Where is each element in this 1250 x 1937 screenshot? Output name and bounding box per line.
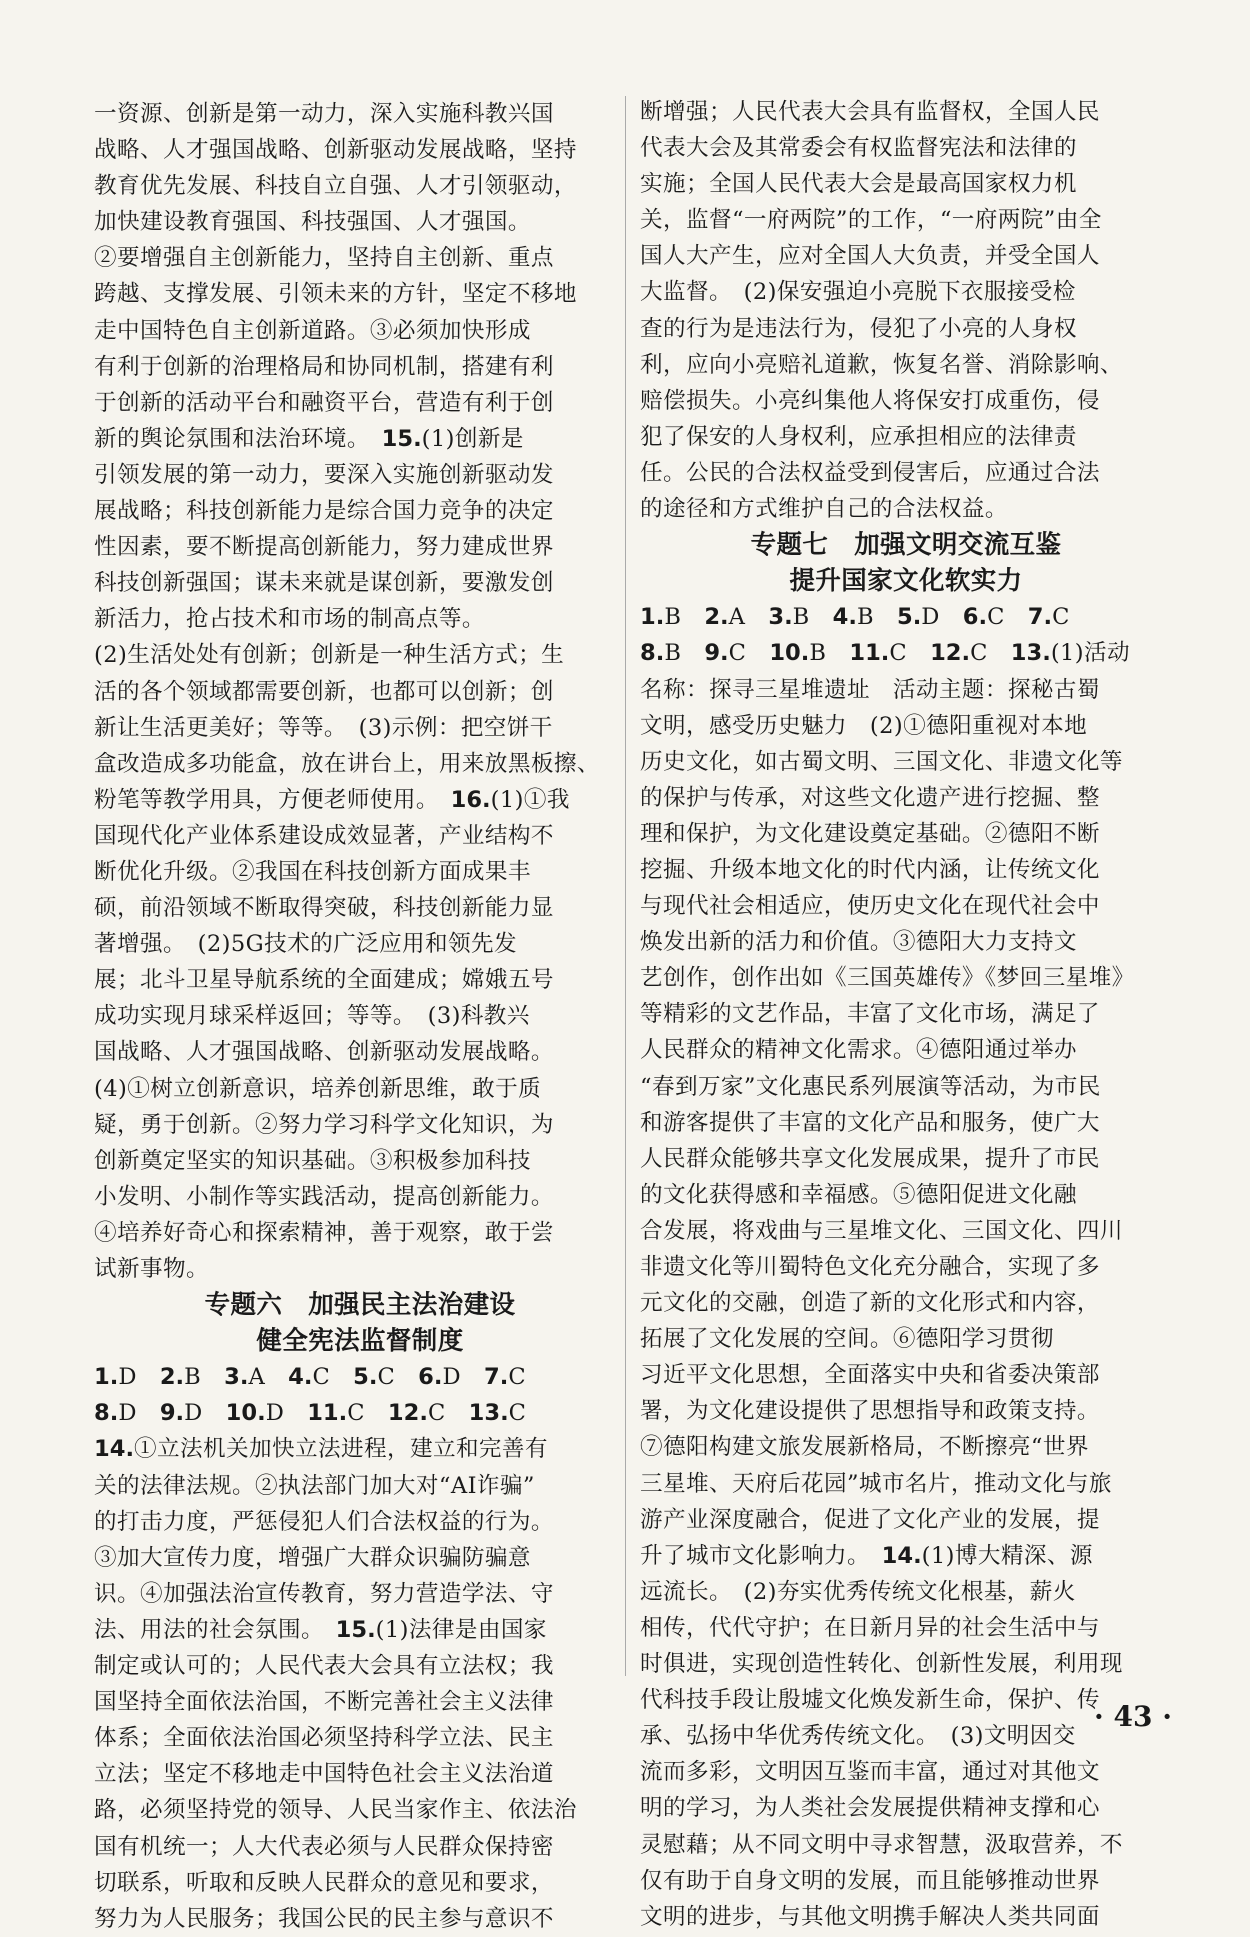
- column-divider: [625, 96, 626, 1676]
- text-line: 国有机统一；人大代表必须与人民群众保持密: [94, 1833, 554, 1860]
- text-line: 疑，勇于创新。②努力学习科学文化知识，为: [94, 1111, 554, 1138]
- text-line: 法、用法的社会氛围。 15.(1)法律是由国家: [94, 1616, 547, 1643]
- text-line: 立法；坚定不移地走中国特色社会主义法治道: [94, 1761, 554, 1788]
- text-line: 硕，前沿领域不断取得突破，科技创新能力显: [94, 895, 554, 922]
- text-line: 努力为人民服务；我国公民的民主参与意识不: [94, 1905, 554, 1932]
- text-line: 明的学习，为人类社会发展提供精神支撑和心: [640, 1795, 1100, 1822]
- text-line: 的打击力度，严惩侵犯人们合法权益的行为。: [94, 1508, 554, 1535]
- text-line: 关的法律法规。②执法部门加大对“AI诈骗”: [94, 1472, 535, 1499]
- text-line: 的保护与传承，对这些文化遗产进行挖掘、整: [640, 784, 1100, 811]
- text-line: 的文化获得感和幸福感。⑤德阳促进文化融: [640, 1181, 1077, 1208]
- text-line: 新活力，抢占技术和市场的制高点等。: [94, 606, 485, 633]
- text-line: 国现代化产业体系建设成效显著，产业结构不: [94, 822, 554, 849]
- text-line: 小发明、小制作等实践活动，提高创新能力。: [94, 1183, 554, 1210]
- text-line: 合发展，将戏曲与三星堆文化、三国文化、四川: [640, 1217, 1123, 1244]
- text-line: 战略、人才强国战略、创新驱动发展战略，坚持: [94, 137, 577, 164]
- text-line: 任。公民的合法权益受到侵害后，应通过合法: [640, 459, 1100, 486]
- text-line: 科技创新强国；谋未来就是谋创新，要激发创: [94, 570, 554, 597]
- text-line: 相传，代代守护；在日新月异的社会生活中与: [640, 1614, 1100, 1641]
- text-line: 等精彩的文艺作品，丰富了文化市场，满足了: [640, 1001, 1100, 1028]
- text-line: 性因素，要不断提高创新能力，努力建成世界: [94, 534, 554, 561]
- text-line: 时俱进，实现创造性转化、创新性发展，利用现: [640, 1651, 1123, 1678]
- text-line: 实施；全国人民代表大会是最高国家权力机: [640, 171, 1077, 198]
- text-line: 活的各个领域都需要创新，也都可以创新；创: [94, 678, 554, 705]
- text-line: 14.①立法机关加快立法进程，建立和完善有: [94, 1436, 548, 1463]
- text-line: 关，监督“一府两院”的工作，“一府两院”由全: [640, 207, 1102, 234]
- text-line: 成功实现月球采样返回；等等。 (3)科教兴: [94, 1003, 530, 1030]
- text-line: (2)生活处处有创新；创新是一种生活方式；生: [94, 642, 565, 669]
- text-line: 习近平文化思想，全面落实中央和省委决策部: [640, 1362, 1100, 1389]
- text-line: 犯了保安的人身权利，应承担相应的法律责: [640, 423, 1077, 450]
- text-line: 挖掘、升级本地文化的时代内涵，让传统文化: [640, 856, 1100, 883]
- text-line: 大监督。 (2)保安强迫小亮脱下衣服接受检: [640, 279, 1076, 306]
- text-line: 流而多彩，文明因互鉴而丰富，通过对其他文: [640, 1759, 1100, 1786]
- text-line: 走中国特色自主创新道路。③必须加快形成: [94, 317, 531, 344]
- text-line: 国人大产生，应对全国人大负责，并受全国人: [640, 243, 1100, 270]
- text-line: “春到万家”文化惠民系列展演等活动，为市民: [640, 1073, 1101, 1100]
- text-line: 加快建设教育强国、科技强国、人才强国。: [94, 209, 531, 236]
- text-line: 盒改造成多功能盒，放在讲台上，用来放黑板擦、: [94, 750, 600, 777]
- text-line: 拓展了文化发展的空间。⑥德阳学习贯彻: [640, 1326, 1054, 1353]
- text-line: 理和保护，为文化建设奠定基础。②德阳不断: [640, 820, 1100, 847]
- text-line: 焕发出新的活力和价值。③德阳大力支持文: [640, 929, 1077, 956]
- text-line: 切联系，听取和反映人民群众的意见和要求，: [94, 1869, 554, 1896]
- text-line: 路，必须坚持党的领导、人民当家作主、依法治: [94, 1797, 577, 1824]
- text-line: 国坚持全面依法治国，不断完善社会主义法律: [94, 1689, 554, 1716]
- text-line: 灵慰藉；从不同文明中寻求智慧，汲取营养，不: [640, 1831, 1123, 1858]
- text-line: 与现代社会相适应，使历史文化在现代社会中: [640, 893, 1100, 920]
- text-line: 利，应向小亮赔礼道歉，恢复名誉、消除影响、: [640, 351, 1123, 378]
- text-line: ⑦德阳构建文旅发展新格局，不断擦亮“世界: [640, 1434, 1089, 1461]
- text-line: 识。④加强法治宣传教育，努力营造学法、守: [94, 1580, 554, 1607]
- text-line: 8.B 9.C 10.B 11.C 12.C 13.(1)活动: [640, 640, 1131, 667]
- text-line: 新让生活更美好；等等。 (3)示例：把空饼干: [94, 714, 553, 741]
- left-column: [94, 96, 626, 1937]
- text-line: 查的行为是违法行为，侵犯了小亮的人身权: [640, 315, 1077, 342]
- text-line: 1.D 2.B 3.A 4.C 5.C 6.D 7.C: [94, 1364, 526, 1391]
- text-line: 和游客提供了丰富的文化产品和服务，使广大: [640, 1109, 1100, 1136]
- section-heading: 提升国家文化软实力: [789, 566, 1023, 597]
- text-line: 文明，感受历史魅力 (2)①德阳重视对本地: [640, 712, 1088, 739]
- right-column: [640, 94, 1172, 1935]
- text-line: 引领发展的第一动力，要深入实施创新驱动发: [94, 461, 554, 488]
- text-line: 名称：探寻三星堆遗址 活动主题：探秘古蜀: [640, 676, 1100, 703]
- text-line: 艺创作，创作出如《三国英雄传》《梦回三星堆》: [640, 965, 1135, 992]
- text-line: ③加大宣传力度，增强广大群众识骗防骗意: [94, 1544, 531, 1571]
- section-heading: 专题六 加强民主法治建设: [204, 1290, 516, 1321]
- section-heading: 专题七 加强文明交流互鉴: [750, 530, 1062, 561]
- text-line: 远流长。 (2)夯实优秀传统文化根基，薪火: [640, 1578, 1076, 1605]
- section-heading: 健全宪法监督制度: [256, 1326, 464, 1357]
- page-number: · 43 ·: [1094, 1700, 1172, 1733]
- text-line: 断增强；人民代表大会具有监督权，全国人民: [640, 99, 1100, 125]
- text-line: 展；北斗卫星导航系统的全面建成；嫦娥五号: [94, 967, 554, 994]
- text-line: 试新事物。: [94, 1256, 209, 1282]
- text-line: ②要增强自主创新能力，坚持自主创新、重点: [94, 245, 554, 272]
- text-line: 展战略；科技创新能力是综合国力竞争的决定: [94, 498, 554, 525]
- text-line: 三星堆、天府后花园”城市名片，推动文化与旅: [640, 1470, 1112, 1497]
- text-line: 赔偿损失。小亮纠集他人将保安打成重伤，侵: [640, 387, 1100, 414]
- text-line: 元文化的交融，创造了新的文化形式和内容，: [640, 1290, 1100, 1317]
- text-line: 仅有助于自身文明的发展，而且能够推动世界: [640, 1867, 1100, 1894]
- text-line: 升了城市文化影响力。 14.(1)博大精深、源: [640, 1542, 1093, 1569]
- text-line: 制定或认可的；人民代表大会具有立法权；我: [94, 1653, 554, 1680]
- text-line: 人民群众能够共享文化发展成果，提升了市民: [640, 1145, 1100, 1172]
- text-line: 国战略、人才强国战略、创新驱动发展战略。: [94, 1039, 554, 1066]
- text-line: 代表大会及其常委会有权监督宪法和法律的: [640, 135, 1077, 162]
- text-line: 粉笔等教学用具，方便老师使用。 16.(1)①我: [94, 786, 570, 813]
- text-line: ④培养好奇心和探索精神，善于观察，敢于尝: [94, 1219, 554, 1246]
- text-line: 著增强。 (2)5G技术的广泛应用和领先发: [94, 931, 518, 958]
- text-line: 游产业深度融合，促进了文化产业的发展，提: [640, 1506, 1100, 1533]
- text-line: 有利于创新的治理格局和协同机制，搭建有利: [94, 353, 554, 380]
- text-line: 署，为文化建设提供了思想指导和政策支持。: [640, 1398, 1100, 1425]
- text-line: 历史文化，如古蜀文明、三国文化、非遗文化等: [640, 748, 1123, 775]
- text-line: 1.B 2.A 3.B 4.B 5.D 6.C 7.C: [640, 604, 1070, 631]
- text-line: 跨越、支撑发展、引领未来的方针，坚定不移地: [94, 281, 577, 308]
- text-line: 人民群众的精神文化需求。④德阳通过举办: [640, 1037, 1077, 1064]
- text-line: 于创新的活动平台和融资平台，营造有利于创: [94, 389, 554, 416]
- text-line: 8.D 9.D 10.D 11.C 12.C 13.C: [94, 1400, 527, 1427]
- text-line: 一资源、创新是第一动力，深入实施科教兴国: [94, 101, 554, 127]
- text-line: 非遗文化等川蜀特色文化充分融合，实现了多: [640, 1254, 1100, 1280]
- text-line: 体系；全面依法治国必须坚持科学立法、民主: [94, 1725, 554, 1752]
- text-line: (4)①树立创新意识，培养创新思维，敢于质: [94, 1075, 542, 1102]
- text-line: 断优化升级。②我国在科技创新方面成果丰: [94, 858, 531, 885]
- text-line: 的途径和方式维护自己的合法权益。: [640, 496, 1008, 523]
- text-line: 代科技手段让殷墟文化焕发新生命，保护、传: [640, 1687, 1100, 1714]
- text-line: 新的舆论氛围和法治环境。 15.(1)创新是: [94, 425, 524, 452]
- text-line: 承、弘扬中华优秀传统文化。 (3)文明因交: [640, 1723, 1076, 1750]
- text-line: 教育优先发展、科技自立自强、人才引领驱动，: [94, 173, 577, 200]
- text-line: 创新奠定坚实的知识基础。③积极参加科技: [94, 1147, 531, 1174]
- text-line: 文明的进步，与其他文明携手解决人类共同面: [640, 1903, 1100, 1930]
